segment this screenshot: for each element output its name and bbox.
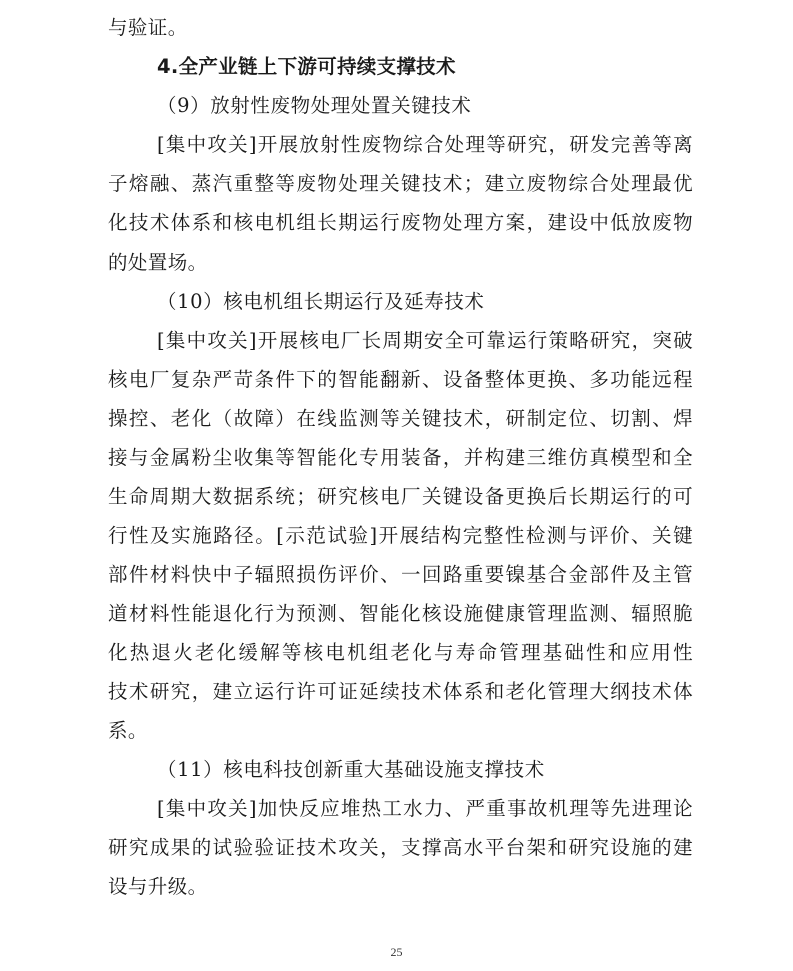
paragraph-line: 操控、老化（故障）在线监测等关键技术，研制定位、切割、焊 [108,407,693,430]
paragraph-line: 技术研究，建立运行许可证延续技术体系和老化管理大纲技术体 [108,680,693,703]
paragraph-line: 部件材料快中子辐照损伤评价、一回路重要镍基合金部件及主管 [108,563,693,586]
page-number: 25 [390,945,403,959]
paragraph-line: 核电厂复杂严苛条件下的智能翻新、设备整体更换、多功能远程 [108,368,693,391]
paragraph-line: 接与金属粉尘收集等智能化专用装备，并构建三维仿真模型和全 [108,446,693,469]
paragraph-line: 系。 [108,719,148,742]
subsection-heading: （11）核电科技创新重大基础设施支撑技术 [157,758,545,781]
paragraph-line: 生命周期大数据系统；研究核电厂关键设备更换后长期运行的可 [108,485,693,508]
paragraph-line: [集中攻关]开展核电厂长周期安全可靠运行策略研究，突破 [157,329,693,352]
paragraph-line: 化技术体系和核电机组长期运行废物处理方案，建设中低放废物 [108,211,693,234]
paragraph-line: 的处置场。 [108,251,208,274]
paragraph-line: [集中攻关]开展放射性废物综合处理等研究，研发完善等离 [157,133,693,156]
paragraph-line: 化热退火老化缓解等核电机组老化与寿命管理基础性和应用性 [108,641,693,664]
paragraph-line: [集中攻关]加快反应堆热工水力、严重事故机理等先进理论 [157,797,693,820]
subsection-heading: （9）放射性废物处理处置关键技术 [157,94,472,117]
section-heading: 4.全产业链上下游可持续支撑技术 [157,55,456,78]
paragraph-line: 子熔融、蒸汽重整等废物处理关键技术；建立废物综合处理最优 [108,172,693,195]
subsection-heading: （10）核电机组长期运行及延寿技术 [157,290,485,313]
paragraph-line: 研究成果的试验验证技术攻关，支撑高水平台架和研究设施的建 [108,836,693,859]
paragraph-line: 行性及实施路径。[示范试验]开展结构完整性检测与评价、关键 [108,524,693,547]
paragraph-line: 设与升级。 [108,875,208,898]
text-line: 与验证。 [108,16,188,39]
paragraph-line: 道材料性能退化行为预测、智能化核设施健康管理监测、辐照脆 [108,602,693,625]
